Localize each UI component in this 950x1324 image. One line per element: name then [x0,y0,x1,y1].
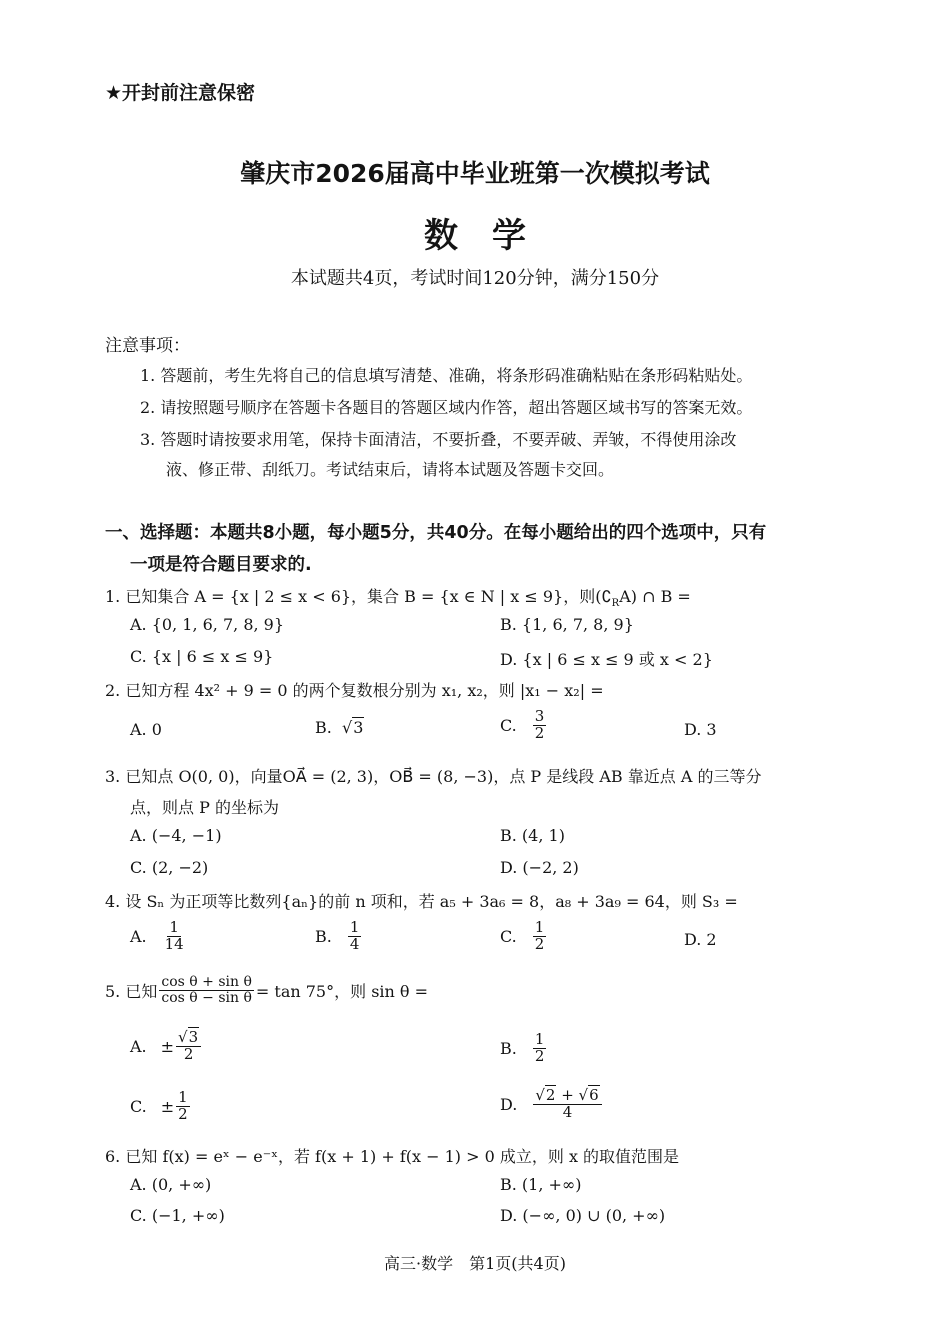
question-6-stem: 6. 已知 f(x) = eˣ − e⁻ˣ，若 f(x + 1) + f(x − 1) > 0 成立，则 x 的取值范围是 [105,1147,680,1166]
q6-option-b: B. (1, +∞) [500,1175,582,1194]
q3-option-b: B. (4, 1) [500,826,565,845]
q5-option-b: B. $\frac{1}{2}$ [500,1030,545,1065]
q2-option-b: B. √3 [315,718,364,737]
notice-title: 注意事项： [105,336,190,356]
subject-title: 数 学 [424,216,526,256]
question-4-stem: 4. 设 Sₙ 为正项等比数列{aₙ}的前 n 项和，若 a₅ + 3a₆ = 8，a₈ + 3a₉ = 64，则 S₃ = [105,892,738,911]
exam-info: 本试题共4页，考试时间120分钟，满分150分 [290,268,660,289]
q6-option-a: A. (0, +∞) [130,1175,212,1194]
question-3-stem-cont: 点，则点 P 的坐标为 [130,798,279,817]
q5-option-d: D. $\frac{√2 + √6}{4}$ [500,1088,604,1121]
notice-item-3: 3. 答题时请按要求用笔，保持卡面清洁，不要折叠，不要弄破、弄皱，不得使用涂改 [140,430,737,449]
q3-option-d: D. (−2, 2) [500,858,579,877]
notice-item-2: 2. 请按照题号顺序在答题卡各题目的答题区域内作答，超出答题区域书写的答案无效。 [140,398,753,417]
notice-item-3-cont: 液、修正带、刮纸刀。考试结束后，请将本试题及答题卡交回。 [166,460,615,479]
q6-option-d: D. (−∞, 0) ∪ (0, +∞) [500,1206,666,1225]
q2-option-d: D. 3 [684,720,717,739]
q3-option-c: C. (2, −2) [130,858,209,877]
q1-option-a: A. {0, 1, 6, 7, 8, 9} [130,615,285,634]
q5-option-c: C. ± $\frac{1}{2}$ [130,1088,188,1123]
page-footer: 高三·数学 第1页(共4页) [384,1254,566,1273]
q1-option-b: B. {1, 6, 7, 8, 9} [500,615,634,634]
section1-heading: 一、选择题：本题共8小题，每小题5分，共40分。在每小题给出的四个选项中，只有 [105,523,767,543]
notice-item-1: 1. 答题前，考生先将自己的信息填写清楚、准确，将条形码准确粘贴在条形码粘贴处。 [140,366,753,385]
question-1-stem: 1. 已知集合 A = {x | 2 ≤ x < 6}，集合 B = {x ∈ N | x ≤ 9}，则$(∁_RA)$ ∩ B = [105,587,691,610]
q6-option-c: C. (−1, +∞) [130,1206,225,1225]
confidential-note: ★开封前注意保密 [105,82,256,104]
q2-option-c: C. $\frac{3}{2}$ [500,707,545,742]
question-3-stem: 3. 已知点 O(0, 0)，向量OA⃗ = (2, 3)，OB⃗ = (8, −3)，点 P 是线段 AB 靠近点 A 的三等分 [105,767,762,786]
exam-title: 肇庆市2026届高中毕业班第一次模拟考试 [240,159,710,188]
q5-option-a: A. ± $\frac{√3}{2}$ [130,1030,203,1063]
q4-option-c: C. $\frac{1}{2}$ [500,918,545,953]
q1-option-d: D. {x | 6 ≤ x ≤ 9 或 x < 2} [500,650,713,669]
q3-option-a: A. (−4, −1) [130,826,222,845]
section1-heading-cont: 一项是符合题目要求的. [130,555,312,575]
question-2-stem: 2. 已知方程 4x² + 9 = 0 的两个复数根分别为 x₁, x₂，则 |x₁ − x₂| = [105,681,604,700]
q2-option-a: A. 0 [130,720,162,739]
q4-option-a: A. $\frac{1}{14}$ [130,918,184,953]
question-5-stem: 5. 已知 $\frac{\text{cos θ + sin θ}}{\text{cos θ − sin θ}}$ = tan 75°，则 sin θ = [105,974,429,1006]
q4-option-d: D. 2 [684,930,717,949]
q1-option-c: C. {x | 6 ≤ x ≤ 9} [130,647,274,666]
q4-option-b: B. $\frac{1}{4}$ [315,918,360,953]
